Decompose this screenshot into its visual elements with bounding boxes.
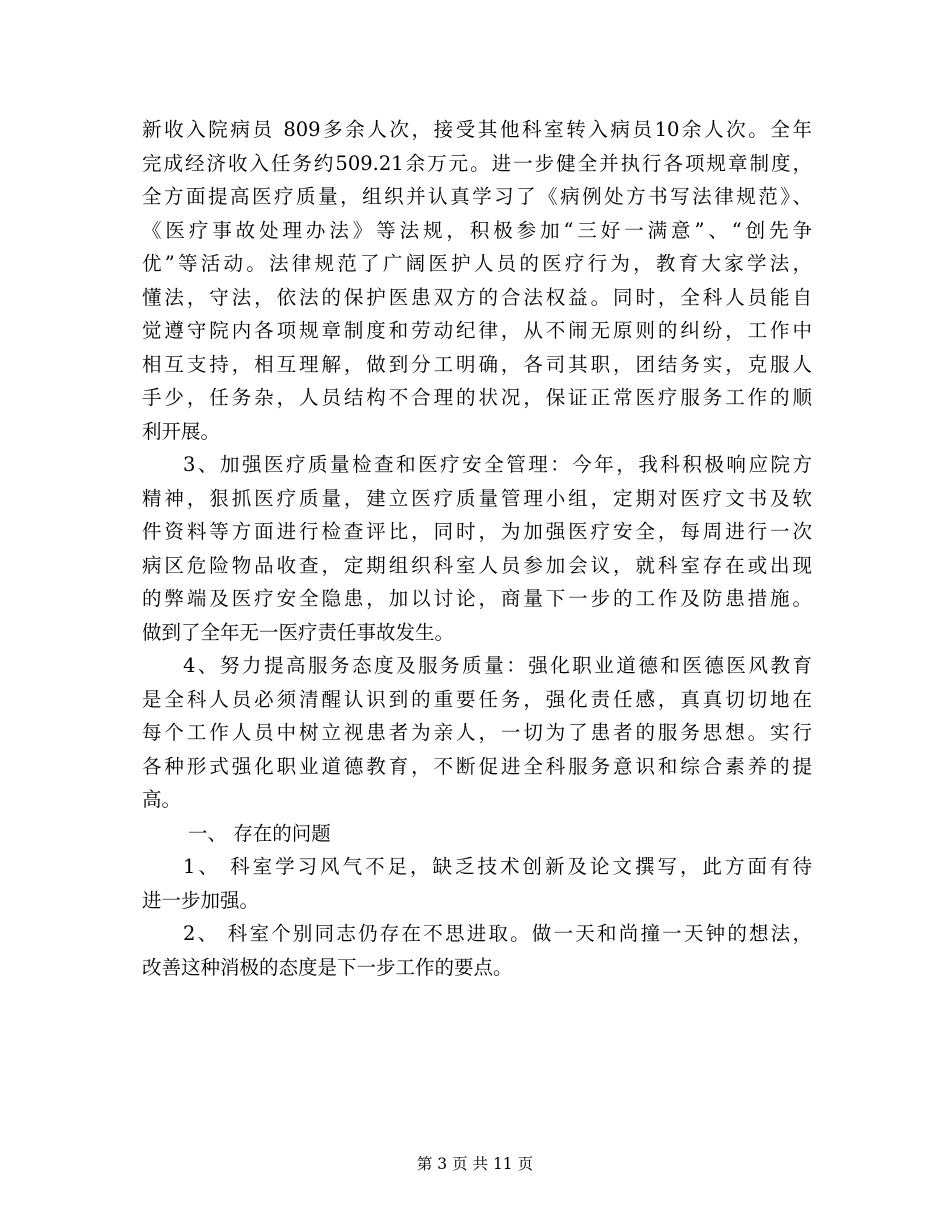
text-line: 各种形式强化职业道德教育，不断促进全科服务意识和综合素养的提 [142, 754, 812, 778]
text-line: 觉遵守院内各项规章制度和劳动纪律，从不闹无原则的纠纷，工作中 [142, 319, 812, 342]
text-line: 是全科人员必须清醒认识到的重要任务，强化责任感，真真切切地在 [142, 687, 812, 711]
text-line: 做到了全年无一医疗责任事故发生。 [142, 620, 455, 644]
text-line: 利开展。 [142, 419, 221, 443]
section-heading-text: 一、 存在的问题 [188, 821, 331, 845]
text-line: 3、加强医疗质量检查和医疗安全管理：今年，我科积极响应院方 [183, 453, 812, 476]
text-line: 相互支持，相互理解，做到分工明确，各司其职，团结务实，克服人 [142, 352, 812, 376]
page-number-footer: 第 3 页 共 11 页 [416, 1155, 534, 1173]
text-line: 病区危险物品收查，定期组织科室人员参加会议，就科室存在或出现 [142, 553, 812, 577]
text-line: 2、 科室个别同志仍存在不思进取。做一天和尚撞一天钟的想法， [183, 922, 812, 945]
text-line: 件资料等方面进行检查评比，同时，为加强医疗安全，每周进行一次 [142, 520, 812, 543]
text-line: 进一步加强。 [142, 888, 260, 912]
paragraph [142, 917, 812, 984]
text-line: 优”等活动。法律规范了广阔医护人员的医疗行为，教育大家学法， [142, 252, 812, 275]
text-line: 新收入院病员 809多余人次，接受其他科室转入病员10余人次。全年 [142, 118, 812, 141]
text-line: 改善这种消极的态度是下一步工作的要点。 [142, 955, 513, 979]
paragraph [142, 448, 812, 649]
paragraph [142, 113, 812, 448]
text-line: 手少，任务杂，人员结构不合理的状况，保证正常医疗服务工作的顺 [142, 386, 812, 409]
document-body [142, 113, 812, 984]
text-line: 的弊端及医疗安全隐患，加以讨论，商量下一步的工作及防患措施。 [142, 587, 812, 610]
paragraph [142, 649, 812, 817]
text-line: 1、 科室学习风气不足，缺乏技术创新及论文撰写，此方面有待 [183, 855, 812, 878]
section-heading [142, 817, 812, 851]
text-line: 高。 [142, 788, 182, 811]
paragraph [142, 850, 812, 917]
text-line: 精神，狠抓医疗质量，建立医疗质量管理小组，定期对医疗文书及软 [142, 486, 812, 510]
text-line: 《医疗事故处理办法》等法规，积极参加“三好一满意”、“创先争 [142, 218, 812, 242]
text-line: 每个工作人员中树立视患者为亲人，一切为了患者的服务思想。实行 [142, 721, 812, 744]
text-line: 懂法，守法，依法的保护医患双方的合法权益。同时，全科人员能自 [142, 285, 812, 309]
text-line: 完成经济收入任务约509.21余万元。进一步健全并执行各项规章制度， [142, 151, 812, 175]
text-line: 4、努力提高服务态度及服务质量：强化职业道德和医德医风教育 [183, 654, 812, 677]
text-line: 全方面提高医疗质量，组织并认真学习了《病例处方书写法律规范》、 [142, 185, 812, 208]
